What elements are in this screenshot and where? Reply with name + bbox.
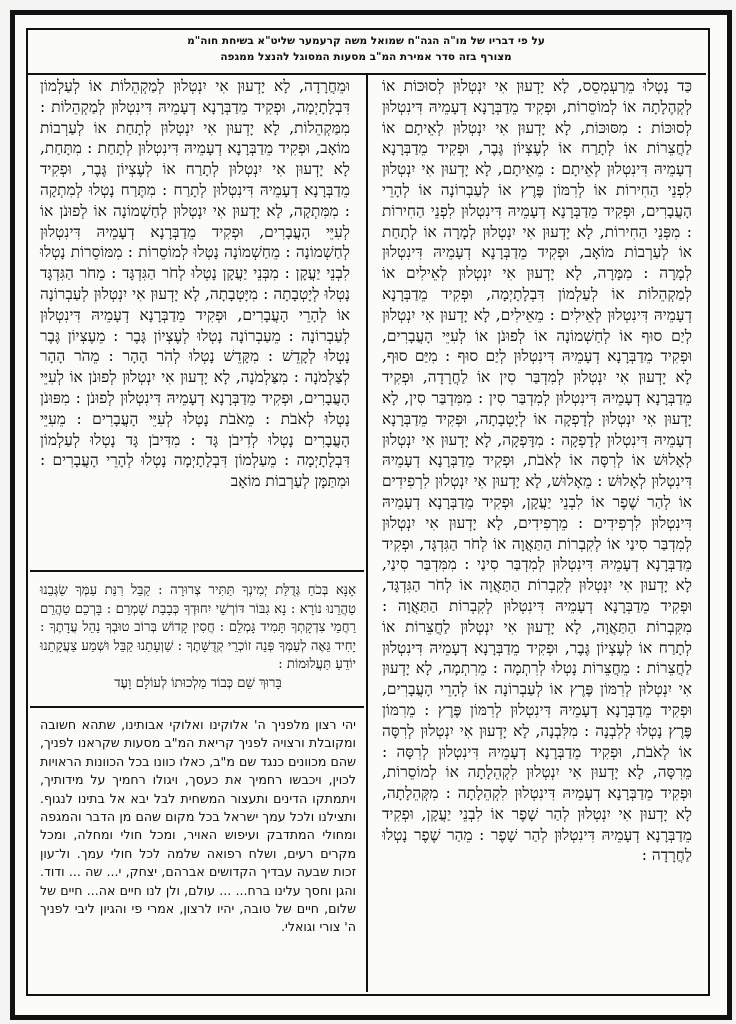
right-column-paragraph: כַּד נָטְלוּ מֵרַעְמְסֵס, לָא יָדְעוּן אִי יִנְטְלוּן לְסוּכּוֹת אוֹ לְקְהֶלָתָה אוֹ לְמוֹסֵרוֹת, וּפְקִיד מֵדַבְּרָנָא דְעָמֵיהּ דִּינִטְלוּן לְסוּכּוֹת : מִסּוּכּוֹת, לָא יָדְעוּן אִי יִנְטְלוּן לְאֵיתָם אוֹ לַחֲצֵרוֹת אוֹ לְתָרַח אוֹ לְעֶצְיוֹן גֶּבֶר, וּפְקִיד מֵדַבְּרָנָא דְעָמֵיהּ דִּינִטְלוּן לְאֵיתָם : מֵאֵיתָם, לָא יָדְעוּן אִי יִנְטְלוּן לִפְנֵי הַחִירוֹת אוֹ לְרִמּוֹן פֶּרֶץ אוֹ לְעַבְרוֹנָה אוֹ לְהָרֵי הָעֲבָרִים, וּפְקִיד מֵדַבְּרָנָא דְעָמֵיהּ דִּינִטְלוּן לִפְנֵי הַחִירוֹת : מִפְּנֵי הַחִירוֹת, לָא יָדְעוּן אִי יִנְטְלוּן לְמָרָה אוֹ לְתָחַת אוֹ לְעַרְבוֹת מוֹאָב, וּפְקִיד מֵדַבְּרָנָא דְעָמֵיהּ דִּינִטְלוּן לְמָרָה : מִמָּרָה, לָא יָדְעוּן אִי יִנְטְלוּן לְאֵילִים אוֹ לְמַקְהֵלוֹת אוֹ לְעַלְמוֹן דִּבְלָתָיְמָה, וּפְקִיד מֵדַבְּרָנָא דְעָמֵיהּ דִּינִטְלוּן לְאֵילִים : מֵאֵילִים, לָא יָדְעוּן אִי יִנְטְלוּן לְיַם סוּף אוֹ לְחַשְׁמוֹנָה אוֹ לְפוּנֹן אוֹ לְעִיֵּי הָעֲבָרִים, וּפְקִיד מֵדַבְּרָנָא דְעָמֵיהּ דִּינִטְלוּן לְיַם סוּף : מִיַּם סוּף, לָא יָדְעוּן אִי יִנְטְלוּן לְמִדְבַּר סִין אוֹ לַחֲרָדָה, וּפְקִיד מֵדַבְּרָנָא דְעָמֵיהּ דִּינִטְלוּן לְמִדְבַּר סִין : מִמִּדְבַּר סִין, לָא יָדְעוּן אִי יִנְטְלוּן לְדָפְקָה אוֹ לְיָטְבָתָה, וּפְקִיד מֵדַבְּרָנָא דְעָמֵיהּ דִּינִטְלוּן לְדָפְקָה : מִדָּפְקָה, לָא יָדְעוּן אִי יִנְטְלוּן לְאָלוּשׁ אוֹ לְרִסָּה אוֹ לְאֹבֹת, וּפְקִיד מֵדַבְּרָנָא דְעָמֵיהּ דִּינִטְלוּן לְאָלוּשׁ : מֵאָלוּשׁ, לָא יָדְעוּן אִי יִנְטְלוּן לִרְפִידִים אוֹ לְהַר שֶׁפֶר אוֹ לִבְנֵי יַעֲקָן, וּפְקִיד מֵדַבְּרָנָא דְעָמֵיהּ דִּינִטְלוּן לִרְפִידִים : מֵרְפִידִים, לָא יָדְעוּן אִי יִנְטְלוּן לְמִדְבַּר סִינַי אוֹ לְקִבְרוֹת הַתַּאֲוָה אוֹ לְחֹר הַגִּדְגָּד, וּפְקִיד מֵדַבְּרָנָא דְעָמֵיהּ דִּינִטְלוּן לְמִדְבַּר סִינַי : מִמִּדְבַּר סִינַי, לָא יָדְעוּן אִי יִנְטְלוּן לְקִבְרוֹת הַתַּאֲוָה אוֹ לְחֹר הַגִּדְגָּד, וּפְקִיד מֵדַבְּרָנָא דְעָמֵיהּ דִּינִטְלוּן לְקִבְרוֹת הַתַּאֲוָה : מִקִּבְרוֹת הַתַּאֲוָה, לָא יָדְעוּן אִי יִנְטְלוּן לַחֲצֵרוֹת אוֹ לְתָרַח אוֹ לְעֶצְיוֹן גֶּבֶר, וּפְקִיד מֵדַבְּרָנָא דְעָמֵיהּ דִּינִטְלוּן לַחֲצֵרוֹת : מֵחֲצֵרוֹת נָטְלוּ לְרִתְמָה : מֵרִתְמָה, לָא יָדְעוּן אִי יִנְטְלוּן לְרִמּוֹן פֶּרֶץ אוֹ לְעַבְרוֹנָה אוֹ לְהָרֵי הָעֲבָרִים, וּפְקִיד מֵדַבְּרָנָא דְעָמֵיהּ דִּינִטְלוּן לְרִמּוֹן פֶּרֶץ : מֵרִמּוֹן פֶּרֶץ נָטְלוּ לְלִבְנָה : מִלִּבְנָה, לָא יָדְעוּן אִי יִנְטְלוּן לְרִסָּה אוֹ לְאֹבֹת, וּפְקִיד מֵדַבְּרָנָא דְעָמֵיהּ דִּינִטְלוּן לְרִסָּה : מֵרִסָּה, לָא יָדְעוּן אִי יִנְטְלוּן לִקְהֵלָתָה אוֹ לְמוֹסֵרוֹת, וּפְקִיד מֵדַבְּרָנָא דְעָמֵיהּ דִּינִטְלוּן לִקְהֵלָתָה : מִקְּהֵלָתָה, לָא יָדְעוּן אִי יִנְטְלוּן לְהַר שָׁפֶר אוֹ לִבְנֵי יַעֲקָן, וּפְקִיד מֵדַבְּרָנָא דְעָמֵיהּ דִּינִטְלוּן לְהַר שָׁפֶר : מֵהַר שֶׁפֶר נָטְלוּ לַחֲרָדָה :	[382, 77, 692, 865]
prayer-closing: בָּרוּךְ שֵׁם כְּבוֹד מַלְכוּתוֹ לְעוֹלָם וָעֶד	[114, 675, 282, 691]
prayer-text: אָנָּא בְּכֹחַ גְּדֻלַּת יְמִינְךָ תַּתִּיר צְרוּרָה : קַבֵּל רִנַּת עַמְּךָ שַׂגְּבֵנוּ טַהֲרֵנוּ נוֹרָא : נָא גִבּוֹר דּוֹרְשֵׁי יִחוּדְךָ כְּבָבַת שָׁמְרֵם : בָּרְכֵם טַהֲרֵם רַחֲמֵי צִדְקָתְךָ תָּמִיד גָּמְלֵם : חֲסִין קָדוֹשׁ בְּרוֹב טוּבְךָ נַהֵל עֲדָתֶךָ : יָחִיד גֵּאֶה לְעַמְּךָ פְּנֵה זוֹכְרֵי קְדֻשָּׁתֶךָ : שַׁוְעָתֵנוּ קַבֵּל וּשְׁמַע צַעֲקָתֵנוּ יוֹדֵעַ תַּעֲלוּמוֹת :	[40, 583, 356, 673]
column-divider	[366, 74, 368, 992]
prayer-block	[40, 582, 356, 694]
header-line-1: על פי דבריו של מו"ה הגה"ח שמואל משה קרעמער שליט"א בשיחת חוה"מ	[187, 35, 545, 47]
page-header	[26, 30, 706, 75]
left-column-text	[40, 76, 350, 492]
left-column-paragraph: וּמֵחֲרָדָה, לָא יָדְעוּן אִי יִנְטְלוּן לְמַקְהֵלוֹת אוֹ לְעַלְמוֹן דִּבְלָתָיְמָה, וּפְקִיד מֵדַבְּרָנָא דְעָמֵיהּ דִּינִטְלוּן לְמַקְהֵלוֹת : מִמַּקְהֵלוֹת, לָא יָדְעוּן אִי יִנְטְלוּן לְתָחַת אוֹ לְעַרְבוֹת מוֹאָב, וּפְקִיד מֵדַבְּרָנָא דְעָמֵיהּ דִּינִטְלוּן לְתָחַת : מִתָּחַת, לָא יָדְעוּן אִי יִנְטְלוּן לְתָרַח אוֹ לְעֶצְיוֹן גֶּבֶר, וּפְקִיד מֵדַבְּרָנָא דְעָמֵיהּ דִּינִטְלוּן לְתָרַח : מִתֶּרַח נָטְלוּ לְמִתְקָה : מִמִּתְקָה, לָא יָדְעוּן אִי יִנְטְלוּן לְחַשְׁמוֹנָה אוֹ לְפוּנֹן אוֹ לְעִיֵּי הָעֲבָרִים, וּפְקִיד מֵדַבְּרָנָא דְעָמֵיהּ דִּינִטְלוּן לְחַשְׁמוֹנָה : מֵחַשְׁמוֹנָה נָטְלוּ לְמוֹסֵרוֹת : מִמּוֹסֵרוֹת נָטְלוּ לִבְנֵי יַעֲקָן : מִבְּנֵי יַעֲקָן נָטְלוּ לְחֹר הַגִּדְגָּד : מֵחֹר הַגִּדְגָּד נָטְלוּ לְיָטְבָתָה : מִיָּטְבָתָה, לָא יָדְעוּן אִי יִנְטְלוּן לְעַבְרוֹנָה אוֹ לְהָרֵי הָעֲבָרִים, וּפְקִיד מֵדַבְּרָנָא דְעָמֵיהּ דִּינִטְלוּן לְעַבְרוֹנָה : מֵעַבְרוֹנָה נָטְלוּ לְעֶצְיוֹן גָּבֶר : מֵעֶצְיוֹן גֶּבֶר נָטְלוּ לְקָדֵשׁ : מִקָּדֵשׁ נָטְלוּ לְהֹר הָהָר : מֵהֹר הָהָר לְצַלְמֹנָה : מִצַּלְמֹנָה, לָא יָדְעוּן אִי יִנְטְלוּן לְפוּנֹן אוֹ לְעִיֵּי הָעֲבָרִים, וּפְקִיד מֵדַבְּרָנָא דְעָמֵיהּ דִּינִטְלוּן לְפוּנֹן : מִפּוּנֹן נָטְלוּ לְאֹבֹת : מֵאֹבֹת נָטְלוּ לְעִיֵּי הָעֲבָרִים : מֵעִיֵּי הָעֲבָרִים נָטְלוּ לְדִיבֹן גָּד : מִדִּיבֹן גָּד נָטְלוּ לְעַלְמוֹן דִּבְלָתָיְמָה : מֵעַלְמוֹן דִּבְלָתָיְמָה נָטְלוּ לְהָרֵי הָעֲבָרִים : וּמִתַּמָּן לְעַרְבוֹת מוֹאָב	[40, 77, 350, 491]
yehi-ratzon-text: יהי רצון מלפניך ה' אלוקינו ואלוקי אבותינו, שתהא חשובה ומקובלת ורצויה לפניך קריאת המ"ב מסעות שקראנו לפניך, שהם מכוונים כנגד שם מ"ב, כאלו כוונו בכל הכוונות הראויות לכוין, ויכבשו רחמיך את כעסך, ויגולו רחמיך על מידותיך, ויתמתקו הדינים ותעצור המשחית לבל יבא אל בתינו לנגוף. ותצילנו ולכל עמך ישראל בכל מקום שהם מן הדבר והמגפה ומחולי המתדבק ועיפוש האויר, ומכל חולי ומחלה, ומכל מקרים רעים, ושלח רפואה שלמה לכל חולי עמך. ול־עון זכות שבעה עבדיך הקדושים אברהם, יצחק, י... שה ... ודוד. והגן וחסך עלינו ברח... ... עולם, ולן לנו חיים אה... חיים של שלום, חיים של טובה, יהיו לרצון, אמרי פי והגיון ליבי לפניך ה' צורי וגואלי.	[40, 717, 356, 935]
section-separator-top	[30, 570, 364, 572]
right-column-text	[382, 76, 692, 976]
header-line-2: מצורף בזה סדר אמירת המ"ב מסעות המסוגל להנצל ממגפה	[220, 51, 512, 63]
yehi-ratzon-block	[40, 716, 356, 937]
section-separator-bottom	[30, 706, 364, 708]
